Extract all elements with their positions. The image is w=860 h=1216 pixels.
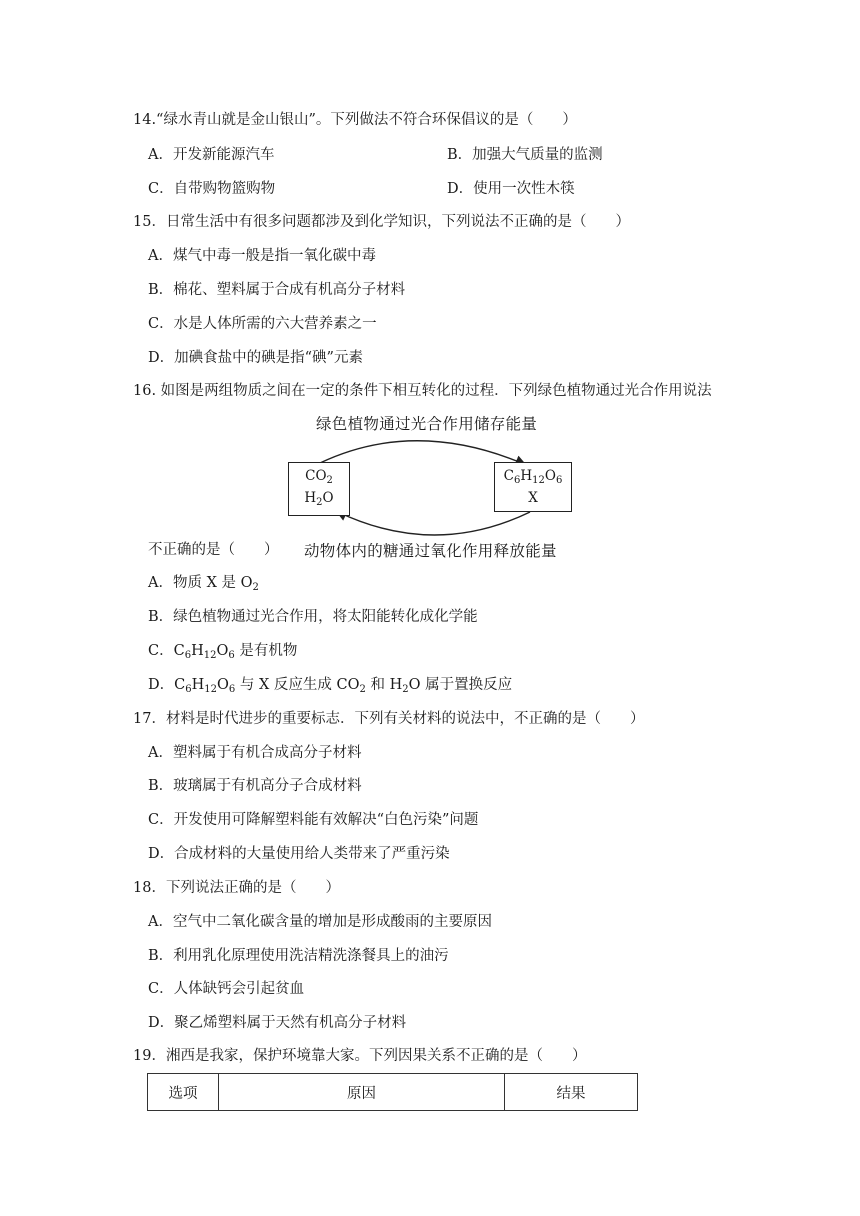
question-16-stem: 16. 如图是两组物质之间在一定的条件下相互转化的过程．下列绿色植物通过光合作用说法 [133,383,712,399]
question-18-stem: 18．下列说法正确的是（ ） [133,880,340,896]
q16-option-c: C．$C_6H_{12}O_6$ 是有机物 [148,643,298,661]
reactant-co2: $CO_2$ [305,468,333,486]
question-15-stem: 15．日常生活中有很多问题都涉及到化学知识，下列说法不正确的是（ ） [133,214,630,230]
header-cause: 原因 [219,1074,505,1111]
table-header-row [148,1074,638,1111]
header-result: 结果 [505,1074,638,1111]
q14-option-d: D．使用一次性木筷 [447,181,575,197]
q18-option-c: C．人体缺钙会引起贫血 [148,981,305,997]
q18-option-a: A．空气中二氧化碳含量的增加是形成酸雨的主要原因 [148,914,492,930]
question-19-stem: 19．湘西是我家，保护环境靠大家。下列因果关系不正确的是（ ） [133,1048,587,1064]
question-14-stem: 14.“绿水青山就是金山银山”。下列做法不符合环保倡议的是（ ） [133,112,577,128]
q14-option-b: B．加强大气质量的监测 [447,147,603,163]
cause-effect-table [147,1073,638,1111]
q17-option-c: C．开发使用可降解塑料能有效解决“白色污染”问题 [148,812,479,828]
q15-option-b: B．棉花、塑料属于合成有机高分子材料 [148,282,406,298]
q14-option-c: C．自带购物篮购物 [148,181,276,197]
forward-arrow [320,441,524,464]
question-16-continuation: 不正确的是（ ） [148,542,279,558]
reactant-h2o: $H_2O$ [304,490,334,508]
q15-option-c: C．水是人体所需的六大营养素之一 [148,316,377,332]
reverse-arrow [338,512,530,535]
diagram-bottom-caption: 动物体内的糖通过氧化作用释放能量 [304,542,557,560]
q16-option-b: B．绿色植物通过光合作用，将太阳能转化成化学能 [148,609,478,625]
q14-option-a: A．开发新能源汽车 [148,147,275,163]
header-option: 选项 [148,1074,219,1111]
product-x: X [528,490,538,506]
diagram-top-caption: 绿色植物通过光合作用储存能量 [316,415,538,433]
q17-option-b: B．玻璃属于有机高分子合成材料 [148,778,362,794]
product-glucose: $C_6H_{12}O_6$ [503,468,563,486]
products-box [494,462,572,512]
q18-option-b: B．利用乳化原理使用洗洁精洗涤餐具上的油污 [148,948,449,964]
q17-option-a: A．塑料属于有机合成高分子材料 [148,745,362,761]
q17-option-d: D．合成材料的大量使用给人类带来了严重污染 [148,846,450,862]
q15-option-d: D．加碘食盐中的碘是指“碘”元素 [148,350,363,366]
question-17-stem: 17．材料是时代进步的重要标志．下列有关材料的说法中，不正确的是（ ） [133,711,645,727]
reactants-box [288,462,350,516]
q16-option-d: D．$C_6H_{12}O_6$ 与 X 反应生成 $CO_2$ 和 $H_2O$ 属于置换反应 [148,677,513,695]
q18-option-d: D．聚乙烯塑料属于天然有机高分子材料 [148,1015,407,1031]
q15-option-a: A．煤气中毒一般是指一氧化碳中毒 [148,248,376,264]
q16-option-a: A．物质 X 是 $O_2$ [148,575,259,593]
